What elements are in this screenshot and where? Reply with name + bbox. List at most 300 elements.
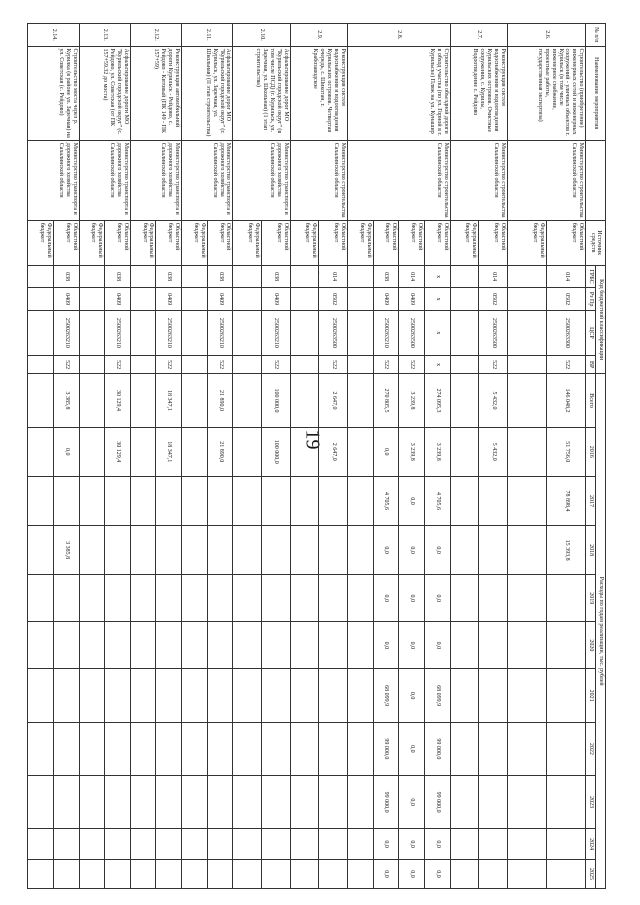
- csr-code: [450, 310, 479, 355]
- expenditure-table: [27, 23, 606, 889]
- expense-value: [262, 829, 291, 860]
- expense-value: [53, 622, 79, 669]
- grbs-code: 014: [399, 265, 425, 288]
- expense-value: 0,0: [399, 575, 425, 622]
- expense-value: [207, 829, 233, 860]
- table-row: [262, 24, 291, 889]
- expense-value: [79, 669, 105, 722]
- expense-value: [319, 476, 348, 525]
- expense-value: [79, 374, 105, 427]
- executor: Министерство транспорта и дорожного хозяйства Сахалинской области: [233, 140, 290, 220]
- executor: Министерство транспорта и дорожного хозяйства Сахалинской области: [130, 140, 181, 220]
- expense-value: [28, 575, 54, 622]
- expense-value: [507, 829, 546, 860]
- executor: Министерство транспорта и дорожного хозяйства Сахалинской области: [79, 140, 130, 220]
- expense-value: [53, 669, 79, 722]
- csr-code: [28, 310, 54, 355]
- expense-value: [28, 669, 54, 722]
- measure-name: Строительство моста через р. Курилка (в районе ул. Заречная) на ул. Советская (с. Рейдово): [28, 46, 80, 140]
- expense-value: [233, 526, 262, 575]
- expense-value: [156, 669, 182, 722]
- expense-value: [290, 622, 319, 669]
- expense-value: [547, 575, 586, 622]
- vr-code: [79, 355, 105, 373]
- expense-value: [182, 776, 208, 829]
- rzpr-code: 0409: [262, 288, 291, 311]
- expense-value: [156, 776, 182, 829]
- expense-value: [207, 575, 233, 622]
- expense-value: [182, 622, 208, 669]
- expense-value: [156, 860, 182, 889]
- header-expenses: Расходы по годам реализации, тыс. рублей: [596, 374, 606, 889]
- expense-value: 3 385,8: [53, 374, 79, 427]
- expense-value: [450, 829, 479, 860]
- funding-source: Областной бюджет: [399, 220, 425, 265]
- expense-value: [347, 622, 373, 669]
- measure-name: Асфальтирование дорог МО "Курильский городской округ" (в том числе ПСД) (г. Курильск, ул. Заречная, ул. Школьная) (1 этап строительства): [233, 46, 290, 140]
- expense-value: 0,0: [373, 575, 399, 622]
- row-number: 2.9.: [290, 24, 347, 47]
- grbs-code: 014: [547, 265, 586, 288]
- expense-value: [130, 829, 156, 860]
- expense-value: 0,0: [424, 622, 450, 669]
- expense-value: [182, 575, 208, 622]
- expense-value: [105, 476, 131, 525]
- vr-code: 522: [207, 355, 233, 373]
- expense-value: [347, 526, 373, 575]
- rzpr-code: 0502: [479, 288, 508, 311]
- expense-value: [507, 722, 546, 775]
- expense-value: [290, 860, 319, 889]
- expense-value: [319, 829, 348, 860]
- vr-code: 522: [105, 355, 131, 373]
- vr-code: [290, 355, 319, 373]
- header-kbk: Код бюджетной классификации: [596, 265, 606, 374]
- expense-value: 0,0: [399, 526, 425, 575]
- table-row: [207, 24, 233, 889]
- funding-source: Областной бюджет: [156, 220, 182, 265]
- expense-value: 146 048,2: [547, 374, 586, 427]
- row-number: 2.13.: [79, 24, 130, 47]
- header-name: Наименование мероприятия: [586, 46, 606, 140]
- expense-value: [319, 722, 348, 775]
- expense-value: [207, 622, 233, 669]
- expense-value: [130, 476, 156, 525]
- expense-value: 3 239,8: [399, 427, 425, 476]
- csr-code: x: [424, 310, 450, 355]
- expense-value: [105, 575, 131, 622]
- vr-code: [450, 355, 479, 373]
- header-year: 2023: [586, 776, 596, 829]
- grbs-code: [507, 265, 546, 288]
- executor: Министерство строительства Сахалинской области: [507, 140, 585, 220]
- expense-value: 0,0: [53, 427, 79, 476]
- grbs-code: x: [424, 265, 450, 288]
- row-number: 2.11.: [182, 24, 233, 47]
- expense-value: [28, 526, 54, 575]
- expense-value: 2 647,0: [319, 427, 348, 476]
- expense-value: 0,0: [399, 476, 425, 525]
- row-number: 2.7.: [450, 24, 507, 47]
- expense-value: [347, 722, 373, 775]
- rzpr-code: 0502: [319, 288, 348, 311]
- expense-value: 3 385,8: [53, 526, 79, 575]
- expense-value: [233, 860, 262, 889]
- expense-value: [156, 476, 182, 525]
- expense-value: 99 000,0: [373, 722, 399, 775]
- rzpr-code: [290, 288, 319, 311]
- expense-value: [130, 860, 156, 889]
- grbs-code: 038: [105, 265, 131, 288]
- csr-code: 2500263500: [319, 310, 348, 355]
- header-year: 2022: [586, 722, 596, 775]
- expense-value: [262, 575, 291, 622]
- measure-name: Асфальтирование дорог МО "Курильский городской округ" (г. Курильск, ул. Заречная, ул. Школьная) (II этап строительства): [182, 46, 233, 140]
- expense-value: [547, 860, 586, 889]
- expense-value: [347, 860, 373, 889]
- program-table-rotated: [27, 23, 606, 889]
- expense-value: 0,0: [399, 829, 425, 860]
- header-csr: ЦСР: [586, 310, 596, 355]
- expense-value: [262, 526, 291, 575]
- header-year: Всего: [586, 374, 596, 427]
- rzpr-code: 0409: [105, 288, 131, 311]
- expense-value: [479, 829, 508, 860]
- expense-value: [262, 669, 291, 722]
- rzpr-code: 0409: [53, 288, 79, 311]
- measure-name: Асфальтирование дороги МО "Курильский городской округ" (с. Рейдово, ул. Советская (от ПК 157+59.32 до моста): [79, 46, 130, 140]
- expense-value: [262, 476, 291, 525]
- csr-code: 2500263210: [53, 310, 79, 355]
- expense-value: [156, 622, 182, 669]
- table-row: [319, 24, 348, 889]
- expense-value: [450, 776, 479, 829]
- header-year: 2017: [586, 476, 596, 525]
- rzpr-code: [130, 288, 156, 311]
- expense-value: [450, 575, 479, 622]
- expense-value: 270 805,5: [373, 374, 399, 427]
- expense-value: 4 705,6: [424, 476, 450, 525]
- expense-value: 2 647,0: [319, 374, 348, 427]
- expense-value: 0,0: [399, 622, 425, 669]
- expense-value: [290, 669, 319, 722]
- vr-code: [28, 355, 54, 373]
- expense-value: [290, 722, 319, 775]
- grbs-code: [233, 265, 262, 288]
- expense-value: [507, 374, 546, 427]
- expense-value: 100 000,0: [262, 374, 291, 427]
- expense-value: [262, 860, 291, 889]
- vr-code: 522: [399, 355, 425, 373]
- expense-value: [53, 829, 79, 860]
- csr-code: [507, 310, 546, 355]
- expense-value: [233, 669, 262, 722]
- expense-value: 0,0: [373, 829, 399, 860]
- expense-value: 51 756,0: [547, 427, 586, 476]
- expense-value: [479, 622, 508, 669]
- measure-name: Строительство (приобретение) инженерных сетей и инженерных сооружений - уличных объектов г. Курильск (в том числе инженерное снабжение, проектные работы, государственная экспертиза): [507, 46, 585, 140]
- funding-source: Областной бюджет: [262, 220, 291, 265]
- csr-code: 2500263210: [156, 310, 182, 355]
- vr-code: 522: [262, 355, 291, 373]
- funding-source: Федеральный бюджет: [28, 220, 54, 265]
- expense-value: [207, 860, 233, 889]
- expense-value: [182, 860, 208, 889]
- expense-value: [28, 374, 54, 427]
- expense-value: 0,0: [373, 526, 399, 575]
- expense-value: [182, 526, 208, 575]
- expense-value: [290, 374, 319, 427]
- expense-value: [479, 476, 508, 525]
- measure-name: Реконструкция систем водоснабжения и водоотведения Курильских островов. Четвертая очередь, с. Шикотан, г. Крабозаводское: [290, 46, 347, 140]
- expense-value: [207, 526, 233, 575]
- expense-value: [105, 526, 131, 575]
- expense-value: [79, 427, 105, 476]
- expense-value: [450, 722, 479, 775]
- expense-value: [347, 776, 373, 829]
- expense-value: [28, 829, 54, 860]
- expense-value: 30 129,4: [105, 427, 131, 476]
- expense-value: 4 705,6: [373, 476, 399, 525]
- expense-value: [130, 669, 156, 722]
- table-body: [28, 24, 586, 889]
- grbs-code: 038: [156, 265, 182, 288]
- expense-value: [507, 427, 546, 476]
- rzpr-code: [233, 288, 262, 311]
- expense-value: 0,0: [373, 427, 399, 476]
- funding-source: Областной бюджет: [547, 220, 586, 265]
- csr-code: 2500263500: [399, 310, 425, 355]
- expense-value: [28, 860, 54, 889]
- expense-value: [130, 526, 156, 575]
- table-row: [105, 24, 131, 889]
- table-row: [53, 24, 79, 889]
- expense-value: [207, 476, 233, 525]
- expense-value: [319, 622, 348, 669]
- header-source: Источник средств: [586, 220, 606, 265]
- expense-value: [450, 622, 479, 669]
- expense-value: 0,0: [399, 860, 425, 889]
- expense-value: [233, 476, 262, 525]
- vr-code: [182, 355, 208, 373]
- table-row: [156, 24, 182, 889]
- expense-value: [79, 829, 105, 860]
- expense-value: [290, 575, 319, 622]
- expense-value: [156, 722, 182, 775]
- grbs-code: [290, 265, 319, 288]
- grbs-code: 038: [262, 265, 291, 288]
- expense-value: [207, 669, 233, 722]
- expense-value: [547, 829, 586, 860]
- page-number: 19: [301, 429, 324, 450]
- executor: Министерство транспорта и дорожного хозяйства Сахалинской области: [182, 140, 233, 220]
- funding-source: Федеральный бюджет: [130, 220, 156, 265]
- row-number: 2.8.: [347, 24, 450, 47]
- header-no: № п/п: [586, 24, 606, 47]
- grbs-code: 014: [479, 265, 508, 288]
- expense-value: 0,0: [373, 860, 399, 889]
- grbs-code: 038: [53, 265, 79, 288]
- expense-value: 30 129,4: [105, 374, 131, 427]
- expense-value: 0,0: [424, 829, 450, 860]
- expense-value: [319, 669, 348, 722]
- measure-name: Реконструкция автомобильной дороги Курильск - Рейдово, с. Рейдово - Китовый (ПК 149 - ПК 157+59): [130, 46, 181, 140]
- row-number: 2.6.: [507, 24, 585, 47]
- expense-value: 5 432,0: [479, 427, 508, 476]
- expense-value: [262, 722, 291, 775]
- csr-code: 2500263210: [207, 310, 233, 355]
- expense-value: [347, 427, 373, 476]
- expense-value: [290, 526, 319, 575]
- expense-value: [290, 476, 319, 525]
- expense-value: [182, 476, 208, 525]
- expense-value: [479, 722, 508, 775]
- expense-value: [130, 776, 156, 829]
- funding-source: Областной бюджет: [319, 220, 348, 265]
- expense-value: 21 890,0: [207, 427, 233, 476]
- expense-value: [156, 575, 182, 622]
- expense-value: 18 347,1: [156, 427, 182, 476]
- expense-value: 21 890,0: [207, 374, 233, 427]
- vr-code: 522: [319, 355, 348, 373]
- expense-value: [105, 776, 131, 829]
- row-number: 2.14.: [28, 24, 80, 47]
- expense-value: [507, 622, 546, 669]
- vr-code: [130, 355, 156, 373]
- expense-value: 0,0: [424, 526, 450, 575]
- grbs-code: 038: [373, 265, 399, 288]
- grbs-code: [347, 265, 373, 288]
- expense-value: [507, 776, 546, 829]
- expense-value: 15 393,8: [547, 526, 586, 575]
- csr-code: [130, 310, 156, 355]
- funding-source: Областной бюджет: [424, 220, 450, 265]
- funding-source: Федеральный бюджет: [507, 220, 546, 265]
- csr-code: 2500263300: [547, 310, 586, 355]
- expense-value: 0,0: [424, 860, 450, 889]
- expense-value: [79, 722, 105, 775]
- grbs-code: [28, 265, 54, 288]
- expense-value: [450, 860, 479, 889]
- expense-value: [450, 427, 479, 476]
- funding-source: Областной бюджет: [207, 220, 233, 265]
- row-number: 2.10.: [233, 24, 290, 47]
- rzpr-code: [28, 288, 54, 311]
- csr-code: 2500263210: [373, 310, 399, 355]
- header-year: 2024: [586, 829, 596, 860]
- expense-value: 99 000,0: [424, 776, 450, 829]
- expense-value: 99 000,0: [424, 722, 450, 775]
- expense-value: [182, 722, 208, 775]
- expense-value: [479, 669, 508, 722]
- header-year: 2018: [586, 526, 596, 575]
- expense-value: [347, 374, 373, 427]
- executor: Министерство транспорта и дорожного хозяйства Сахалинской области: [28, 140, 80, 220]
- expense-value: [53, 776, 79, 829]
- executor: Министерство строительства Сахалинской области: [450, 140, 507, 220]
- expense-value: [182, 374, 208, 427]
- funding-source: Областной бюджет: [105, 220, 131, 265]
- header-executor: [586, 140, 606, 220]
- expense-value: [507, 476, 546, 525]
- expense-value: 3 239,8: [424, 427, 450, 476]
- expense-value: 5 432,0: [479, 374, 508, 427]
- funding-source: Федеральный бюджет: [233, 220, 262, 265]
- csr-code: 2500263210: [262, 310, 291, 355]
- expense-value: [479, 575, 508, 622]
- expense-value: 78 898,4: [547, 476, 586, 525]
- expense-value: [28, 622, 54, 669]
- expense-value: [450, 669, 479, 722]
- expense-value: [233, 427, 262, 476]
- expense-value: [79, 476, 105, 525]
- measure-name: Реконструкция систем водоснабжения и водоотведения Курильских островов. Очистные сооружения, с. Курилы, Водоотведение с. Рейдово: [450, 46, 507, 140]
- csr-code: [233, 310, 262, 355]
- table-row: [479, 24, 508, 889]
- expense-value: [290, 427, 319, 476]
- grbs-code: [130, 265, 156, 288]
- expense-value: 99 000,0: [373, 776, 399, 829]
- expense-value: [347, 476, 373, 525]
- expense-value: [233, 776, 262, 829]
- expense-value: [450, 526, 479, 575]
- rzpr-code: 0502: [547, 288, 586, 311]
- grbs-code: [450, 265, 479, 288]
- expense-value: [53, 860, 79, 889]
- vr-code: 522: [156, 355, 182, 373]
- rzpr-code: [450, 288, 479, 311]
- funding-source: Федеральный бюджет: [450, 220, 479, 265]
- vr-code: 522: [547, 355, 586, 373]
- expense-value: [547, 622, 586, 669]
- expense-value: [79, 575, 105, 622]
- expense-value: [156, 526, 182, 575]
- vr-code: x: [424, 355, 450, 373]
- expense-value: [233, 722, 262, 775]
- expense-value: [130, 622, 156, 669]
- expense-value: 68 099,9: [373, 669, 399, 722]
- expense-value: [547, 776, 586, 829]
- funding-source: Областной бюджет: [53, 220, 79, 265]
- expense-value: [319, 776, 348, 829]
- grbs-code: [182, 265, 208, 288]
- expense-value: [53, 476, 79, 525]
- expense-value: [233, 374, 262, 427]
- expense-value: [479, 860, 508, 889]
- vr-code: [233, 355, 262, 373]
- expense-value: [547, 722, 586, 775]
- rzpr-code: 0409: [207, 288, 233, 311]
- expense-value: [53, 575, 79, 622]
- header-year: 2020: [586, 622, 596, 669]
- expense-value: [347, 669, 373, 722]
- expense-value: [28, 776, 54, 829]
- csr-code: [79, 310, 105, 355]
- funding-source: Областной бюджет: [373, 220, 399, 265]
- vr-code: 522: [373, 355, 399, 373]
- expense-value: [507, 669, 546, 722]
- header-grbs: ГРБС: [586, 265, 596, 288]
- expense-value: [507, 575, 546, 622]
- expense-value: [79, 860, 105, 889]
- vr-code: [507, 355, 546, 373]
- expense-value: [28, 722, 54, 775]
- expense-value: [156, 829, 182, 860]
- expense-value: 0,0: [424, 575, 450, 622]
- header-vr: ВР: [586, 355, 596, 373]
- tick-mark: -: [314, 271, 325, 275]
- expense-value: 0,0: [399, 722, 425, 775]
